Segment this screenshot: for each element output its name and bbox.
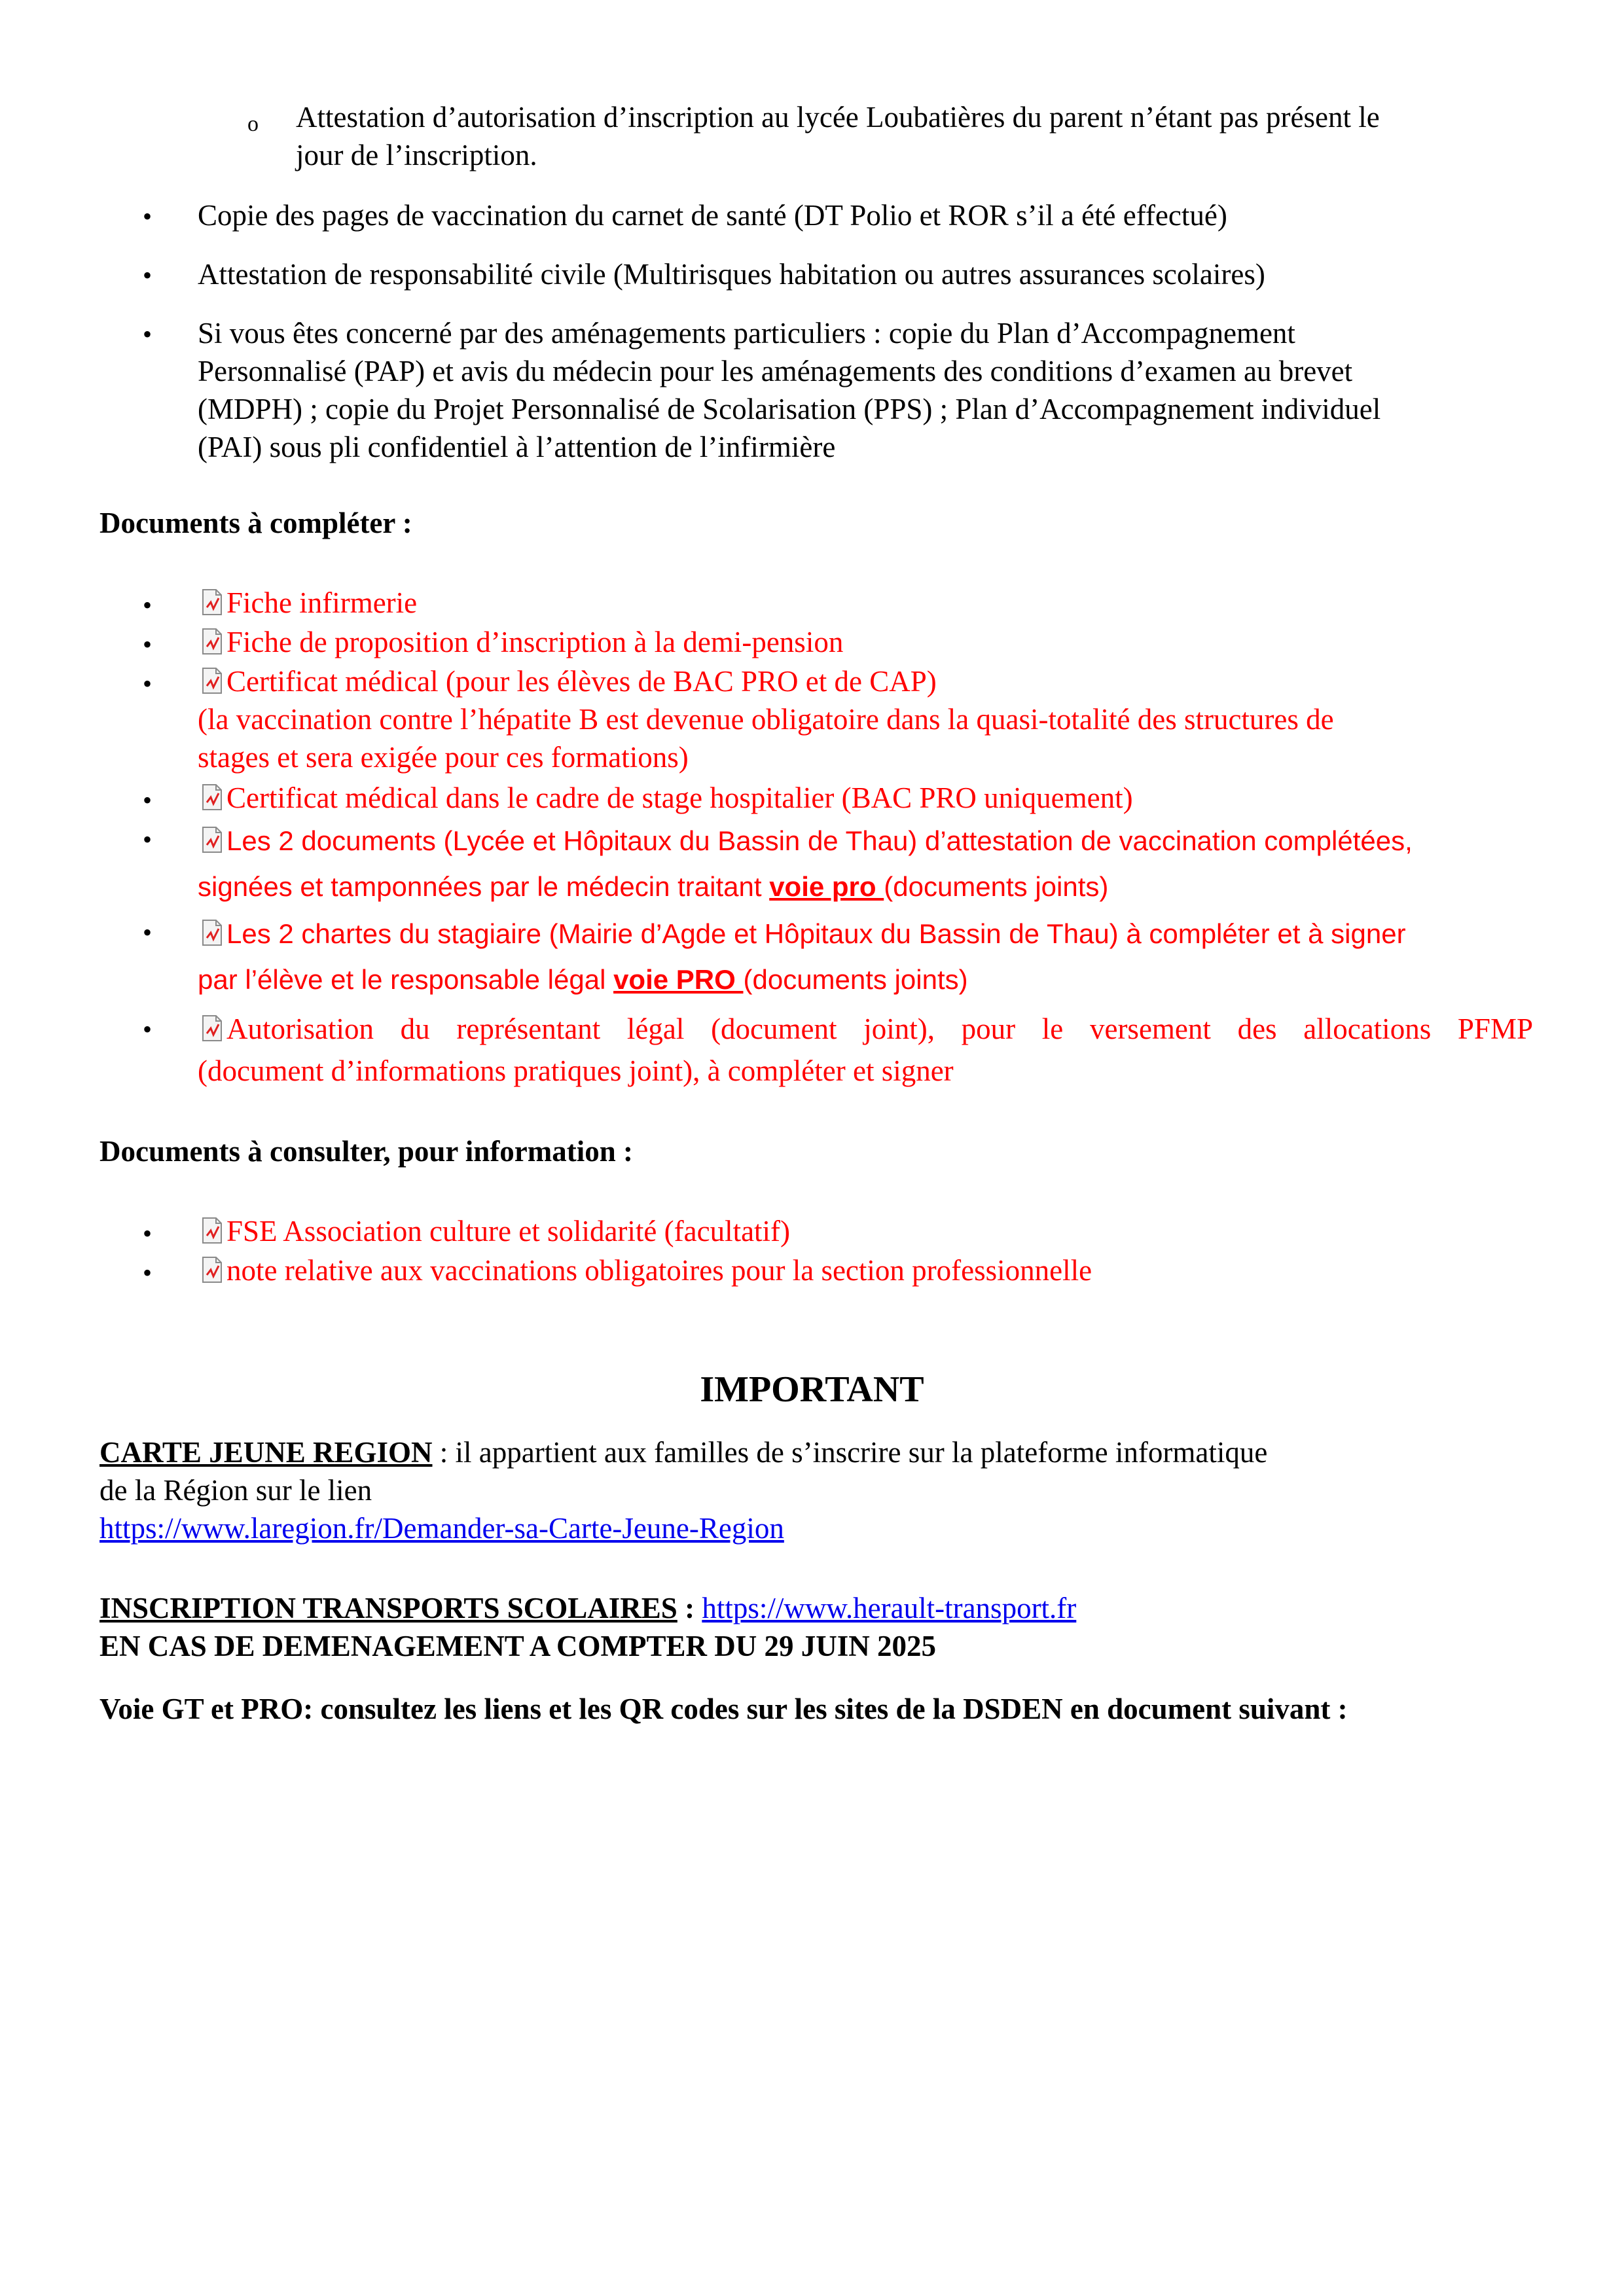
complete-item-label: Fiche de proposition d’inscription à la demi-pension	[226, 626, 844, 658]
complete-item-label: Autorisation du représentant légal (document joint), pour le versement des allocations PFMP	[226, 1013, 1533, 1045]
transports-separator: :	[677, 1592, 702, 1624]
complete-item-note-2: stages et sera exigée pour ces formations)	[198, 741, 689, 774]
important-title: IMPORTANT	[700, 1369, 924, 1410]
transports-label: INSCRIPTION TRANSPORTS SCOLAIRES	[99, 1592, 677, 1624]
list-bullet: •	[143, 1258, 153, 1287]
pdf-document-icon	[202, 1015, 223, 1041]
list-bullet: •	[143, 1219, 153, 1248]
complete-item-certificat-medical[interactable]	[198, 662, 1572, 776]
heading-documents-to-complete: Documents à compléter :	[99, 507, 412, 539]
complete-item-autorisation-pfmp[interactable]	[198, 1008, 1533, 1092]
complete-item-note-1: (document d’informations pratiques joint), à compléter et signer	[198, 1054, 954, 1087]
pdf-document-icon	[202, 920, 223, 946]
consult-item-label: FSE Association culture et solidarité (facultatif)	[226, 1215, 791, 1247]
transports-link[interactable]: https://www.herault-transport.fr	[702, 1592, 1077, 1624]
pdf-document-icon	[202, 628, 223, 655]
list-bullet: •	[143, 669, 153, 698]
sub-item-line-2: jour de l’inscription.	[296, 139, 537, 171]
complete-item-note-1: (la vaccination contre l’hépatite B est devenue obligatoire dans la quasi-totalité des structures de	[198, 703, 1334, 736]
consult-item-label: note relative aux vaccinations obligatoires pour la section professionnelle	[226, 1254, 1092, 1287]
pdf-document-icon	[202, 1217, 223, 1244]
consult-item-fse[interactable]	[202, 1212, 1576, 1250]
complete-item-vaccination-attestation[interactable]	[198, 818, 1572, 910]
voie-pro-emphasis: voie PRO	[613, 964, 744, 995]
list-bullet: •	[143, 918, 153, 947]
carte-jeune-text: : il appartient aux familles de s’inscrire sur la plateforme informatique	[432, 1436, 1268, 1469]
carte-jeune-line-2: de la Région sur le lien	[99, 1474, 372, 1507]
complete-item-line2-suffix: (documents joints)	[884, 871, 1109, 902]
pdf-document-icon	[202, 1257, 223, 1283]
carte-jeune-link[interactable]: https://www.laregion.fr/Demander-sa-Carte-Jeune-Region	[99, 1512, 784, 1545]
complete-item-line2-text: signées et tamponnées par le médecin traitant	[198, 871, 770, 902]
list-bullet: •	[143, 590, 153, 620]
consult-item-vaccination-note[interactable]	[202, 1251, 1576, 1289]
complete-item-label: Certificat médical (pour les élèves de BAC PRO et de CAP)	[226, 665, 937, 698]
transports-block	[99, 1589, 1540, 1665]
complete-item-line2-suffix: (documents joints)	[743, 964, 968, 995]
complete-item-label: Les 2 documents (Lycée et Hôpitaux du Bassin de Thau) d’attestation de vaccination complétées,	[226, 825, 1413, 856]
carte-jeune-label: CARTE JEUNE REGION	[99, 1436, 433, 1469]
complete-item-label: Les 2 chartes du stagiaire (Mairie d’Agde et Hôpitaux du Bassin de Thau) à compléter et à signer	[226, 918, 1406, 949]
heading-documents-to-consult: Documents à consulter, pour information :	[99, 1135, 634, 1168]
carte-jeune-block	[99, 1433, 1540, 1547]
complete-item-demi-pension[interactable]	[202, 623, 1576, 661]
special-line-1: Si vous êtes concerné par des aménagements particuliers : copie du Plan d’Accompagnement	[198, 317, 1295, 350]
voie-pro-emphasis: voie pro	[769, 871, 884, 902]
demenagement-notice: EN CAS DE DEMENAGEMENT A COMPTER DU 29 JUIN 2025	[99, 1630, 937, 1662]
sub-item-line-1: Attestation d’autorisation d’inscription au lycée Loubatières du parent n’étant pas présent le	[296, 101, 1380, 134]
list-item-vaccination-copy: Copie des pages de vaccination du carnet de santé (DT Polio et ROR s’il a été effectué)	[198, 199, 1227, 232]
list-bullet: •	[143, 202, 153, 231]
sub-bullet-marker: o	[247, 112, 259, 136]
sub-item-text	[296, 98, 1540, 174]
complete-item-chartes-stagiaire[interactable]	[198, 911, 1572, 1003]
complete-item-label: Fiche infirmerie	[226, 586, 418, 619]
final-instruction: Voie GT et PRO: consultez les liens et les QR codes sur les sites de la DSDEN en document suivant :	[99, 1693, 1348, 1725]
pdf-document-icon	[202, 668, 223, 694]
complete-item-label: Certificat médical dans le cadre de stage hospitalier (BAC PRO uniquement)	[226, 781, 1133, 814]
pdf-document-icon	[202, 589, 223, 615]
complete-item-line2-text: par l’élève et le responsable légal	[198, 964, 614, 995]
complete-item-fiche-infirmerie[interactable]	[202, 584, 1576, 622]
list-item-civil-liability: Attestation de responsabilité civile (Multirisques habitation ou autres assurances scolaires)	[198, 258, 1265, 291]
list-item-special-arrangements	[198, 314, 1572, 466]
list-bullet: •	[143, 825, 153, 854]
list-bullet: •	[143, 785, 153, 815]
list-bullet: •	[143, 630, 153, 659]
special-line-2: Personnalisé (PAP) et avis du médecin pour les aménagements des conditions d’examen au brevet	[198, 355, 1353, 387]
list-bullet: •	[143, 1014, 153, 1044]
pdf-document-icon	[202, 784, 223, 810]
list-bullet: •	[143, 319, 153, 349]
pdf-document-icon	[202, 827, 223, 853]
list-bullet: •	[143, 260, 153, 290]
complete-item-stage-hospitalier[interactable]	[202, 779, 1576, 817]
special-line-4: (PAI) sous pli confidentiel à l’attention de l’infirmière	[198, 431, 836, 463]
special-line-3: (MDPH) ; copie du Projet Personnalisé de Scolarisation (PPS) ; Plan d’Accompagnement individuel	[198, 393, 1381, 425]
